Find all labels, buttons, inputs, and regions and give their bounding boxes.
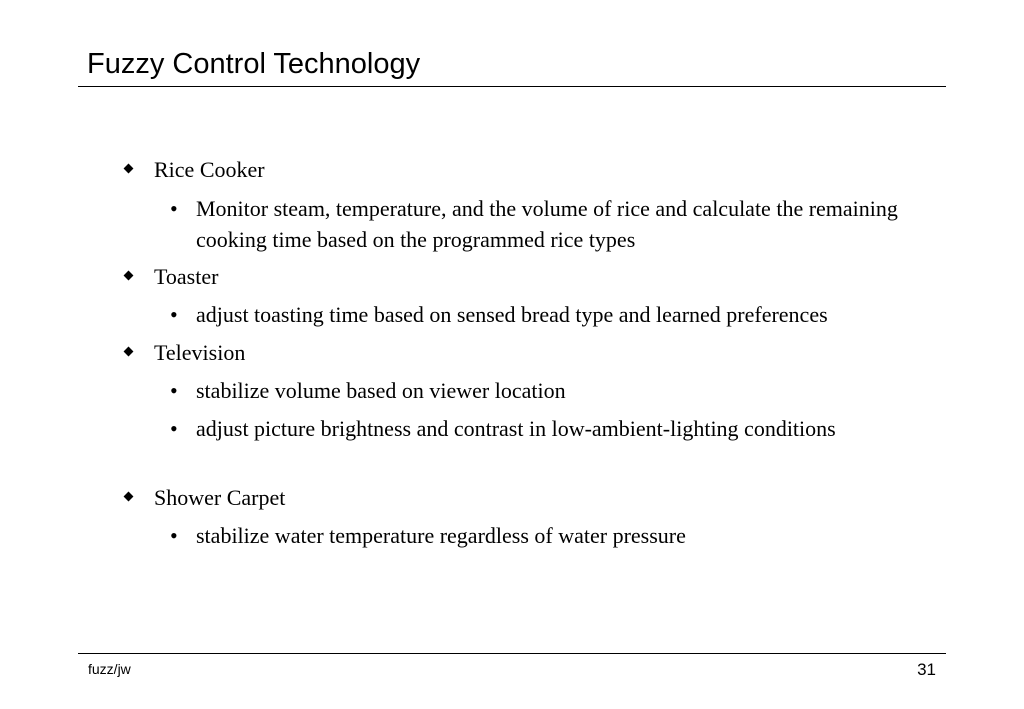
bullet-label: Television <box>154 340 246 365</box>
bullet-label: Rice Cooker <box>154 157 265 182</box>
diamond-bullet-icon <box>124 492 134 502</box>
page-number: 31 <box>917 660 936 679</box>
sub-bullet-text: adjust picture brightness and contrast in low-ambient-lighting conditions <box>196 416 836 441</box>
footer-label: fuzz/jw <box>88 661 131 677</box>
sub-bullet-text: Monitor steam, temperature, and the volume of rice and calculate the remaining cooking time based on the programmed rice types <box>196 196 898 252</box>
dot-bullet-icon: • <box>170 378 178 403</box>
dot-bullet-icon: • <box>170 196 178 221</box>
footer-divider <box>78 653 946 654</box>
diamond-bullet-icon <box>124 271 134 281</box>
diamond-bullet-icon <box>124 164 134 174</box>
sub-bullet-text: adjust toasting time based on sensed bread type and learned preferences <box>196 302 828 327</box>
dot-bullet-icon: • <box>170 302 178 327</box>
sub-bullet-text: stabilize water temperature regardless of water pressure <box>196 523 686 548</box>
dot-bullet-icon: • <box>170 416 178 441</box>
dot-bullet-icon: • <box>170 523 178 548</box>
sub-bullet-text: stabilize volume based on viewer location <box>196 378 566 403</box>
diamond-bullet-icon <box>124 347 134 357</box>
slide-title: Fuzzy Control Technology <box>87 48 421 80</box>
bullet-label: Shower Carpet <box>154 485 286 510</box>
bullet-label: Toaster <box>154 264 219 289</box>
